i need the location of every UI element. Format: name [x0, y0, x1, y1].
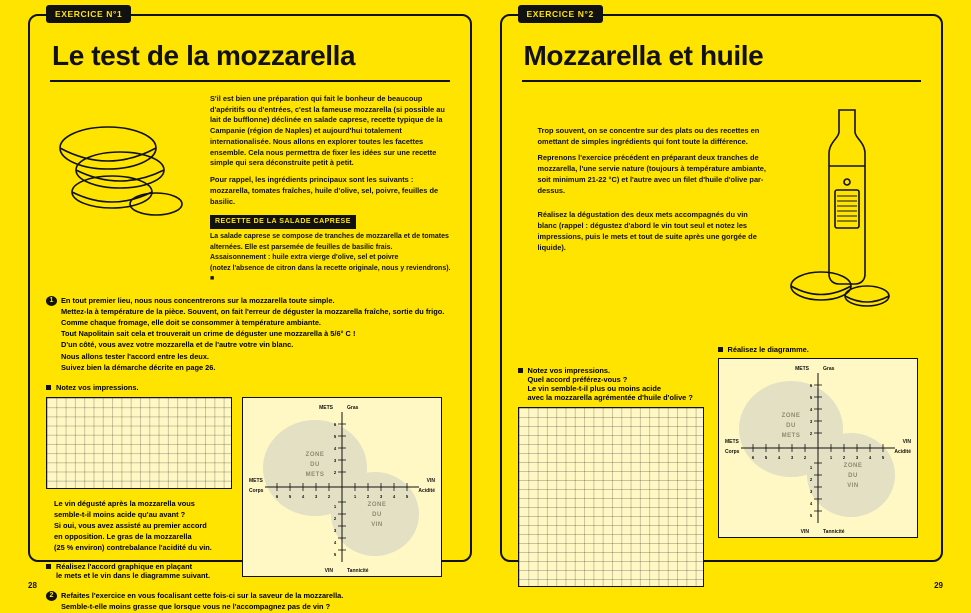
square-bullet-icon — [518, 368, 523, 373]
left-diagram-label-1: le mets et le vin dans le diagramme suivant. — [56, 571, 210, 580]
left-notes-label — [46, 383, 454, 392]
svg-text:2: 2 — [842, 455, 845, 460]
svg-text:Tannicité: Tannicité — [823, 529, 845, 535]
svg-text:1: 1 — [809, 465, 812, 470]
svg-text:VIN: VIN — [325, 568, 334, 574]
svg-text:Acidité: Acidité — [894, 449, 911, 455]
svg-text:3: 3 — [809, 419, 812, 424]
svg-text:ZONE: ZONE — [306, 452, 325, 458]
right-note-q1: Le vin semble-t-il plus ou moins acide — [528, 384, 661, 393]
right-page-number: 29 — [934, 581, 943, 590]
svg-text:3: 3 — [790, 455, 793, 460]
left-diagram-label-0: Réalisez l'accord graphique en plaçant — [56, 562, 192, 571]
svg-text:6: 6 — [334, 422, 337, 427]
left-step-1 — [46, 295, 454, 373]
svg-text:2: 2 — [803, 455, 806, 460]
left-accord-diagram[interactable] — [242, 397, 442, 577]
recipe-body — [210, 232, 454, 285]
svg-text:3: 3 — [855, 455, 858, 460]
mozzarella-illustration — [46, 94, 206, 285]
right-worksheet-row — [518, 407, 926, 587]
left-middle-note-4: (25 % environ) contrebalance l'acidité du vin. — [54, 542, 232, 553]
svg-text:Acidité: Acidité — [418, 488, 435, 494]
left-step-2-number: 2 — [46, 591, 57, 601]
svg-text:6: 6 — [751, 455, 754, 460]
svg-text:5: 5 — [764, 455, 767, 460]
svg-text:METS: METS — [795, 366, 810, 372]
left-step2-line-0: Refaites l'exercice en vous focalisant cette fois-ci sur la saveur de la mozzarella. — [61, 590, 343, 601]
square-bullet-icon — [718, 347, 723, 352]
svg-text:4: 4 — [302, 494, 305, 499]
left-exercise-card — [28, 14, 472, 562]
right-notes-block — [528, 366, 693, 402]
left-worksheet-col — [46, 397, 232, 581]
svg-text:DU: DU — [848, 473, 858, 479]
svg-text:2: 2 — [334, 516, 337, 521]
right-note-q0: Quel accord préférez-vous ? — [528, 375, 628, 384]
svg-text:DU: DU — [372, 512, 382, 518]
right-intro-p3: Réalisez la dégustation des deux mets accompagnés du vin blanc (rappel : dégustez d'abord le vin tout seul et notez les impressions, puis le mets et tout de suite après une gorgée de liquide). — [538, 210, 770, 253]
svg-text:METS: METS — [725, 439, 740, 445]
svg-text:6: 6 — [276, 494, 279, 499]
right-page — [486, 0, 971, 610]
left-step-1-number: 1 — [46, 296, 57, 306]
left-exercise-tag: EXERCICE N°1 — [46, 5, 131, 23]
svg-text:Gras: Gras — [347, 405, 359, 411]
svg-text:METS: METS — [306, 472, 325, 478]
recipe-line-1: La salade caprese se compose de tranches de mozzarella et de tomates alternées. Elle est parsemée de feuilles de basilic frais. — [210, 232, 454, 253]
svg-text:Tannicité: Tannicité — [347, 568, 369, 574]
svg-text:Corps: Corps — [249, 488, 264, 494]
left-page-title: Le test de la mozzarella — [52, 40, 454, 72]
left-page-number: 28 — [28, 581, 37, 590]
right-exercise-card — [500, 14, 944, 562]
left-step-2 — [46, 590, 454, 612]
right-intro-p2: Reprenons l'exercice précédent en préparant deux tranches de mozzarella, l'une servie nature (toujours à température ambiante, soit minimum 21-22 °C) et l'autre avec un filet d'huile d'olive par-dessus. — [538, 153, 770, 196]
svg-text:1: 1 — [334, 504, 337, 509]
left-step-1-body — [61, 295, 454, 373]
left-intro-p1: S'il est bien une préparation qui fait le bonheur de beaucoup d'apéritifs ou d'entrées, c'est la fameuse mozzarella (si possible au lait de bufflonne) déclinée en salade caprese, recette typique de la Campanie (région de Naples) et aujourd'hui totalement internationalisée. Nous allons en explorer toutes les facettes ensemble. Cela nous permettra de fixer les idées sur une recette simple qui sera déconstruite petit à petit. — [210, 94, 454, 169]
right-intro-text — [518, 104, 776, 314]
left-middle-note-2: Si oui, vous avez assisté au premier accord — [54, 520, 232, 531]
right-accord-diagram[interactable] — [718, 358, 918, 538]
right-note-q2: avec la mozzarella agrémentée d'huile d'olive ? — [528, 393, 693, 402]
svg-text:2: 2 — [809, 431, 812, 436]
svg-text:3: 3 — [315, 494, 318, 499]
left-step1-line-1: Mettez-la à température de la pièce. Souvent, on fait l'erreur de déguster la mozzarella fraîche, sortie du frigo. Comme chaque fromage, elle doit se consommer à température ambiante. — [61, 306, 454, 328]
svg-text:2: 2 — [367, 494, 370, 499]
recipe-line-3: (notez l'absence de citron dans la recette originale, nous y reviendrons). ■ — [210, 264, 454, 285]
svg-text:4: 4 — [809, 501, 812, 506]
left-middle-note-3: en opposition. Le gras de la mozzarella — [54, 531, 232, 542]
left-intro-p2: Pour rappel, les ingrédients principaux sont les suivants : mozzarella, tomates fraîches, huile d'olive, sel, poivre, feuilles de basilic. — [210, 175, 454, 207]
grid-lines — [47, 398, 231, 488]
svg-text:2: 2 — [809, 477, 812, 482]
right-intro-p1: Trop souvent, on se concentre sur des plats ou des recettes en omettant de simples ingrédients qui font toute la différence. — [538, 126, 770, 147]
svg-text:METS: METS — [249, 478, 264, 484]
left-worksheet-row — [46, 397, 454, 581]
svg-text:VIN: VIN — [427, 478, 436, 484]
right-diagram-label-text: Réalisez le diagramme. — [728, 345, 809, 354]
svg-text:VIN: VIN — [371, 522, 383, 528]
svg-text:4: 4 — [868, 455, 871, 460]
svg-text:2: 2 — [328, 494, 331, 499]
svg-text:5: 5 — [334, 552, 337, 557]
left-middle-note-1: semble-t-il moins acide qu'au avant ? — [54, 509, 232, 520]
right-title-rule — [522, 80, 922, 82]
left-step1-line-0: En tout premier lieu, nous nous concentrerons sur la mozzarella toute simple. — [61, 295, 454, 306]
svg-text:3: 3 — [334, 458, 337, 463]
left-middle-note — [46, 498, 232, 554]
svg-text:4: 4 — [777, 455, 780, 460]
left-middle-note-0: Le vin dégusté après la mozzarella vous — [54, 498, 232, 509]
svg-text:2: 2 — [334, 470, 337, 475]
svg-text:6: 6 — [809, 383, 812, 388]
right-page-title: Mozzarella et huile — [524, 40, 926, 72]
left-intro-row — [46, 94, 454, 285]
right-intro-row — [518, 104, 926, 314]
svg-text:1: 1 — [354, 494, 357, 499]
recipe-title: RECETTE DE LA SALADE CAPRESE — [210, 215, 356, 229]
svg-text:5: 5 — [406, 494, 409, 499]
svg-text:3: 3 — [334, 528, 337, 533]
svg-text:5: 5 — [881, 455, 884, 460]
svg-text:4: 4 — [809, 407, 812, 412]
right-notes-label-text: Notez vos impressions. — [528, 366, 611, 375]
svg-text:4: 4 — [393, 494, 396, 499]
svg-text:3: 3 — [380, 494, 383, 499]
square-bullet-icon — [46, 385, 51, 390]
svg-text:5: 5 — [809, 513, 812, 518]
left-intro-text — [206, 94, 454, 285]
svg-text:5: 5 — [289, 494, 292, 499]
svg-text:3: 3 — [809, 489, 812, 494]
oil-bottle-illustration — [775, 104, 925, 314]
svg-text:Gras: Gras — [823, 366, 835, 372]
left-step1-line-3: D'un côté, vous avez votre mozzarella et de l'autre votre vin blanc. — [61, 339, 454, 350]
right-exercise-tag: EXERCICE N°2 — [518, 5, 603, 23]
grid-lines — [519, 408, 703, 586]
left-notes-label-text: Notez vos impressions. — [56, 383, 139, 392]
svg-text:DU: DU — [310, 462, 320, 468]
right-notes-grid[interactable] — [518, 407, 704, 587]
svg-text:METS: METS — [319, 405, 334, 411]
svg-text:ZONE: ZONE — [843, 463, 862, 469]
left-step-2-body — [61, 590, 343, 612]
svg-text:VIN: VIN — [847, 483, 859, 489]
right-diagram-label — [718, 345, 918, 354]
svg-text:4: 4 — [334, 540, 337, 545]
recipe-line-2: Assaisonnement : huile extra vierge d'olive, sel et poivre — [210, 253, 454, 264]
svg-text:METS: METS — [781, 433, 800, 439]
left-diagram-label — [46, 562, 232, 580]
svg-text:ZONE: ZONE — [781, 413, 800, 419]
svg-text:DU: DU — [786, 423, 796, 429]
square-bullet-icon — [46, 564, 51, 569]
left-title-rule — [50, 80, 450, 82]
left-notes-grid[interactable] — [46, 397, 232, 489]
svg-text:4: 4 — [334, 446, 337, 451]
svg-text:1: 1 — [829, 455, 832, 460]
left-step1-line-5: Suivez bien la démarche décrite en page 26. — [61, 362, 454, 373]
svg-text:5: 5 — [334, 434, 337, 439]
left-step1-line-4: Nous allons tester l'accord entre les deux. — [61, 351, 454, 362]
left-page — [0, 0, 486, 610]
svg-text:VIN: VIN — [902, 439, 911, 445]
svg-text:ZONE: ZONE — [368, 502, 387, 508]
left-step1-line-2: Tout Napolitain sait cela et trouverait un crime de déguster une mozzarella à 5/6° C ! — [61, 328, 454, 339]
left-diagram-label-text — [56, 562, 210, 580]
svg-text:VIN: VIN — [800, 529, 809, 535]
svg-text:5: 5 — [809, 395, 812, 400]
left-step2-line-1: Semble-t-elle moins grasse que lorsque vous ne l'accompagnez pas de vin ? — [61, 601, 343, 612]
right-grid-col — [518, 407, 704, 587]
right-diagram-col — [718, 407, 918, 587]
svg-text:Corps: Corps — [725, 449, 740, 455]
